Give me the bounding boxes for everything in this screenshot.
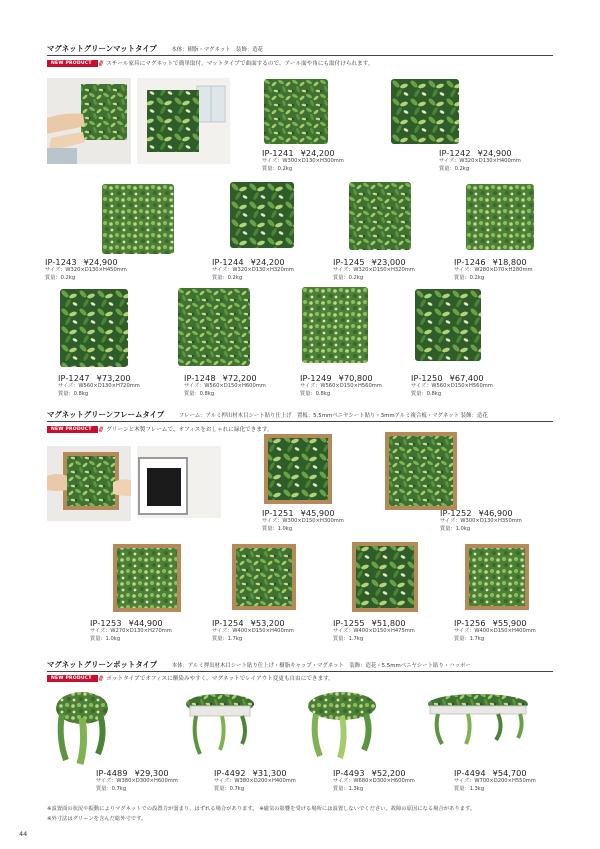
product-code: IP-1250: [411, 373, 443, 383]
badge-slashes: ///: [98, 425, 103, 433]
product-size: サイズ：W300×D130×H350mm: [440, 518, 522, 524]
product-image: [102, 184, 174, 254]
section-title-text: マグネットグリーンポットタイプ: [47, 660, 158, 669]
product-size: サイズ：W400×D150×H400mm: [212, 628, 294, 634]
product-image: [349, 182, 411, 250]
product-code: IP-4492: [214, 768, 246, 778]
product-code: IP-1248: [184, 373, 216, 383]
product-size: サイズ：W560×D150×H560mm: [300, 383, 382, 389]
product-price: ¥23,000: [371, 257, 406, 267]
new-product-badge: NEW PRODUCT: [47, 426, 98, 433]
product-size: サイズ：W380×D300×H600mm: [96, 778, 178, 784]
product-code: IP-1247: [58, 373, 90, 383]
product-caption: [454, 766, 536, 793]
product-weight: 質量：0.8kg: [184, 390, 215, 397]
product-size: サイズ：W380×D200×H400mm: [214, 778, 296, 784]
product-caption: [212, 616, 294, 643]
product-image: [465, 544, 529, 610]
product-size: サイズ：W700×D200×H550mm: [454, 778, 536, 784]
product-price: ¥52,200: [371, 768, 406, 778]
new-product-badge: NEW PRODUCT: [47, 60, 98, 67]
product-price: ¥24,900: [477, 148, 512, 158]
product-size: サイズ：W400×D150×H400mm: [454, 628, 536, 634]
product-weight: 質量：0.2kg: [45, 274, 76, 281]
product-code: IP-1252: [440, 508, 472, 518]
product-price: ¥31,300: [252, 768, 287, 778]
product-caption: [45, 255, 127, 282]
section-intro-frame: [47, 425, 273, 433]
footnote-2: ※外寸法はグリーンを含んだ総外寸です。: [47, 816, 147, 822]
section-title-text: マグネットグリーンマットタイプ: [47, 44, 157, 53]
product-price: ¥44,900: [128, 618, 163, 628]
product-size: サイズ：W300×D130×H300mm: [262, 158, 344, 164]
product-caption: [333, 766, 415, 793]
section-title-pot: [47, 659, 471, 670]
product-weight: 質量：1.7kg: [454, 635, 485, 642]
product-code: IP-1255: [333, 618, 365, 628]
product-price: ¥72,200: [222, 373, 257, 383]
section-rule: [47, 421, 553, 422]
product-price: ¥73,200: [96, 373, 131, 383]
product-image: [466, 184, 534, 250]
product-caption: [184, 371, 266, 398]
section-intro-pot: [47, 674, 334, 682]
product-caption: [411, 371, 493, 398]
product-image: [182, 692, 258, 762]
section-intro-text: グリーンと木製フレームで、オフィスをおしゃれに緑化できます。: [106, 427, 273, 433]
product-weight: 質量：0.8kg: [58, 390, 89, 397]
product-size: サイズ：W320×D130×H400mm: [439, 158, 521, 164]
product-code: IP-1254: [212, 618, 244, 628]
product-size: サイズ：W280×D70×H280mm: [454, 267, 533, 273]
product-image: [302, 287, 368, 363]
product-price: ¥46,900: [478, 508, 513, 518]
product-weight: 質量：0.2kg: [212, 274, 243, 281]
product-code: IP-1251: [262, 508, 294, 518]
product-caption: [454, 616, 536, 643]
product-code: IP-1253: [90, 618, 122, 628]
product-weight: 質量：0.8kg: [300, 390, 331, 397]
footnote-1: ※設置面の状況や振動によりマグネットでの設置力が弱まり、はずれる場合があります。 ※磁気の影響を受ける場所には設置しないでください。故障の原因になる場合があります。: [47, 806, 476, 812]
product-price: ¥24,900: [83, 257, 118, 267]
section-intro-text: スチール家具にマグネットで簡単取付。マットタイプで曲面するので、アール面や角にも取付けられます。: [106, 61, 374, 67]
section-rule: [47, 55, 553, 56]
product-code: IP-1246: [454, 257, 486, 267]
product-size: サイズ：W560×D150×H600mm: [184, 383, 266, 389]
product-weight: 質量：1.7kg: [333, 635, 364, 642]
product-weight: 質量：0.7kg: [214, 785, 245, 792]
product-size: サイズ：W320×D130×H450mm: [45, 267, 127, 273]
product-size: サイズ：W320×D150×H320mm: [333, 267, 415, 273]
product-price: ¥54,700: [492, 768, 527, 778]
product-image: [113, 544, 181, 612]
product-size: サイズ：W320×D130×H320mm: [212, 267, 294, 273]
product-image: [424, 692, 532, 752]
section-title-frame: [47, 409, 488, 420]
product-caption: [96, 766, 178, 793]
product-caption: [58, 371, 140, 398]
product-price: ¥55,900: [492, 618, 527, 628]
product-weight: 質量：1.3kg: [333, 785, 364, 792]
product-code: IP-1243: [45, 257, 77, 267]
product-image: [60, 289, 128, 367]
product-caption: [262, 146, 344, 173]
product-caption: [214, 766, 296, 793]
product-caption: [90, 616, 172, 643]
product-price: ¥29,300: [134, 768, 169, 778]
product-size: サイズ：W680×D300×H600mm: [333, 778, 415, 784]
install-photo-hand-mat: [47, 78, 131, 164]
section-intro-mat: [47, 59, 373, 67]
product-image: [264, 79, 328, 144]
product-caption: [333, 255, 415, 282]
section-title-mat: [47, 43, 263, 54]
product-size: サイズ：W560×D150×H560mm: [411, 383, 493, 389]
product-weight: 質量：0.2kg: [454, 274, 485, 281]
section-spec: 本体：樹脂・マグネット 装飾：造花: [171, 47, 263, 53]
product-code: IP-1249: [300, 373, 332, 383]
product-caption: [262, 506, 344, 533]
product-weight: 質量：0.2kg: [262, 165, 293, 172]
product-code: IP-4493: [333, 768, 365, 778]
page-number: 44: [19, 830, 28, 838]
product-weight: 質量：1.0kg: [440, 525, 471, 532]
product-image: [178, 288, 250, 366]
product-weight: 質量：0.7kg: [96, 785, 127, 792]
product-image: [52, 690, 112, 765]
product-image: [232, 544, 296, 610]
product-image: [230, 182, 294, 248]
section-intro-text: ポットタイプでオフィスに馴染みやすく、マグネットでレイアウト変更も自由にできます。: [106, 676, 334, 682]
product-code: IP-1242: [439, 148, 471, 158]
product-caption: [439, 146, 521, 173]
product-weight: 質量：1.0kg: [262, 525, 293, 532]
product-code: IP-1241: [262, 148, 294, 158]
product-caption: [333, 616, 415, 643]
product-price: ¥53,200: [250, 618, 285, 628]
product-price: ¥70,800: [338, 373, 373, 383]
product-image: [385, 432, 457, 510]
product-size: サイズ：W560×D130×H720mm: [58, 383, 140, 389]
product-size: サイズ：W400×D150×H475mm: [333, 628, 415, 634]
product-price: ¥24,200: [250, 257, 285, 267]
product-price: ¥45,900: [300, 508, 335, 518]
product-caption: [300, 371, 382, 398]
product-weight: 質量：0.2kg: [333, 274, 364, 281]
product-code: IP-1245: [333, 257, 365, 267]
product-image: [264, 434, 332, 504]
section-spec: 本体：アルミ押出材木目シート貼り仕上げ・樹脂キャップ・マグネット 装飾：造花・5.5mmベニヤシート貼り・ハッポー: [171, 663, 471, 669]
product-code: IP-1244: [212, 257, 244, 267]
product-image: [391, 79, 459, 144]
product-price: ¥18,800: [492, 257, 527, 267]
section-rule: [47, 671, 553, 672]
product-weight: 質量：0.2kg: [439, 165, 470, 172]
product-caption: [440, 506, 522, 533]
product-weight: 質量：0.8kg: [411, 390, 442, 397]
product-weight: 質量：1.3kg: [454, 785, 485, 792]
product-caption: [212, 255, 294, 282]
product-code: IP-4489: [96, 768, 128, 778]
install-photo-wall-mat: [137, 78, 230, 164]
new-product-badge: NEW PRODUCT: [47, 675, 98, 682]
badge-slashes: ///: [98, 674, 103, 682]
product-image: [304, 690, 380, 760]
product-weight: 質量：1.7kg: [212, 635, 243, 642]
product-price: ¥24,200: [300, 148, 335, 158]
section-spec: フレーム：アルミ押出材木目シート貼り仕上げ 置板：5.5mmベニヤシート貼り・3mmアルミ複合板・マグネット 装飾：造花: [178, 413, 488, 419]
product-size: サイズ：W270×D130×H270mm: [90, 628, 172, 634]
product-code: IP-4494: [454, 768, 486, 778]
product-price: ¥67,400: [449, 373, 484, 383]
product-caption: [454, 255, 533, 282]
product-image: [352, 542, 418, 612]
product-image: [415, 289, 481, 361]
section-title-text: マグネットグリーンフレームタイプ: [47, 410, 165, 419]
install-photo-board-frame: [137, 446, 221, 518]
badge-slashes: ///: [98, 59, 103, 67]
install-photo-hand-frame: [47, 446, 131, 521]
product-price: ¥51,800: [371, 618, 406, 628]
product-size: サイズ：W300×D150×H300mm: [262, 518, 344, 524]
product-weight: 質量：1.0kg: [90, 635, 121, 642]
product-code: IP-1256: [454, 618, 486, 628]
